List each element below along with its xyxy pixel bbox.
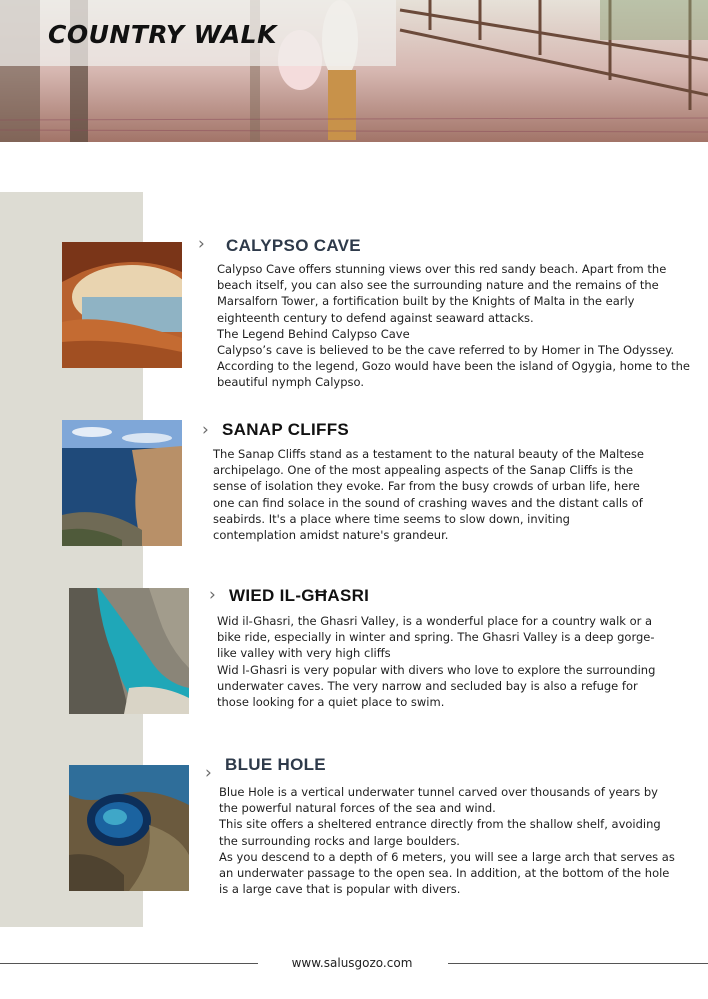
- footer-website-link[interactable]: www.salusgozo.com: [291, 956, 413, 970]
- chevron-right-icon: ›: [198, 234, 205, 254]
- footer-divider-left: [0, 963, 258, 964]
- paragraph: Wid il-Ghasri, the Ghasri Valley, is a wonderful place for a country walk or a bike ride, especially in winter and spring. The Ghasri Valley is a deep gorge-like valley with very high cliffs: [217, 614, 655, 661]
- section-body-wied: [217, 613, 657, 710]
- paragraph: Calypso Cave offers stunning views over this red sandy beach. Apart from the beach itself, you can also see the surrounding nature and the remains of the Marsalforn Tower, a fortification built by the Knights of Malta in the early eighteenth century to defend against seaward attacks.: [217, 262, 667, 325]
- paragraph: Blue Hole is a vertical underwater tunnel carved over thousands of years by the powerful natural forces of the sea and wind.: [219, 785, 658, 816]
- chevron-right-icon: ›: [209, 585, 216, 605]
- paragraph: Wid l-Ghasri is very popular with divers who love to explore the surrounding underwater caves. The very narrow and secluded bay is also a refuge for those looking for a quiet place to swim.: [217, 662, 656, 710]
- chevron-right-icon: ›: [205, 763, 212, 783]
- footer-divider-right: [448, 963, 708, 964]
- section-body-calypso: [217, 261, 695, 391]
- sanap-cliffs-photo: [62, 420, 182, 546]
- hero-banner: [0, 0, 708, 142]
- page-title: COUNTRY WALK: [48, 20, 277, 49]
- paragraph: Calypso’s cave is believed to be the cave referred to by Homer in The Odyssey. According to the legend, Gozo would have been the island of Ogygia, home to the beautiful nymph Calypso.: [217, 343, 690, 390]
- section-title-wied: WIED IL-GĦASRI: [229, 586, 370, 605]
- section-title-blue-hole: BLUE HOLE: [225, 755, 326, 774]
- section-body-blue-hole: [219, 784, 679, 897]
- paragraph: As you descend to a depth of 6 meters, you will see a large arch that serves as an underwater passage to the open sea. In addition, at the bottom of the hole is a large cave that is popular with divers.: [219, 849, 675, 897]
- paragraph: The Legend Behind Calypso Cave: [217, 326, 410, 341]
- calypso-cave-photo: [62, 242, 182, 368]
- section-body-sanap: [213, 446, 653, 543]
- section-title-sanap: SANAP CLIFFS: [222, 420, 350, 439]
- paragraph: The Sanap Cliffs stand as a testament to the natural beauty of the Maltese archipelago. One of the most appealing aspects of the Sanap Cliffs is the sense of isolation they evoke. Far from the busy crowds of urban life, here one can find solace in the sound of crashing waves and the distant calls of seabirds. It's a place where time seems to slow down, inviting contemplation amidst nature's grandeur.: [213, 447, 644, 543]
- paragraph: This site offers a sheltered entrance directly from the shallow shelf, avoiding the surrounding rocks and large boulders.: [219, 817, 661, 848]
- section-title-calypso: CALYPSO CAVE: [226, 236, 361, 255]
- blue-hole-photo: [69, 765, 189, 891]
- chevron-right-icon: ›: [202, 420, 209, 440]
- wied-il-ghasri-photo: [69, 588, 189, 714]
